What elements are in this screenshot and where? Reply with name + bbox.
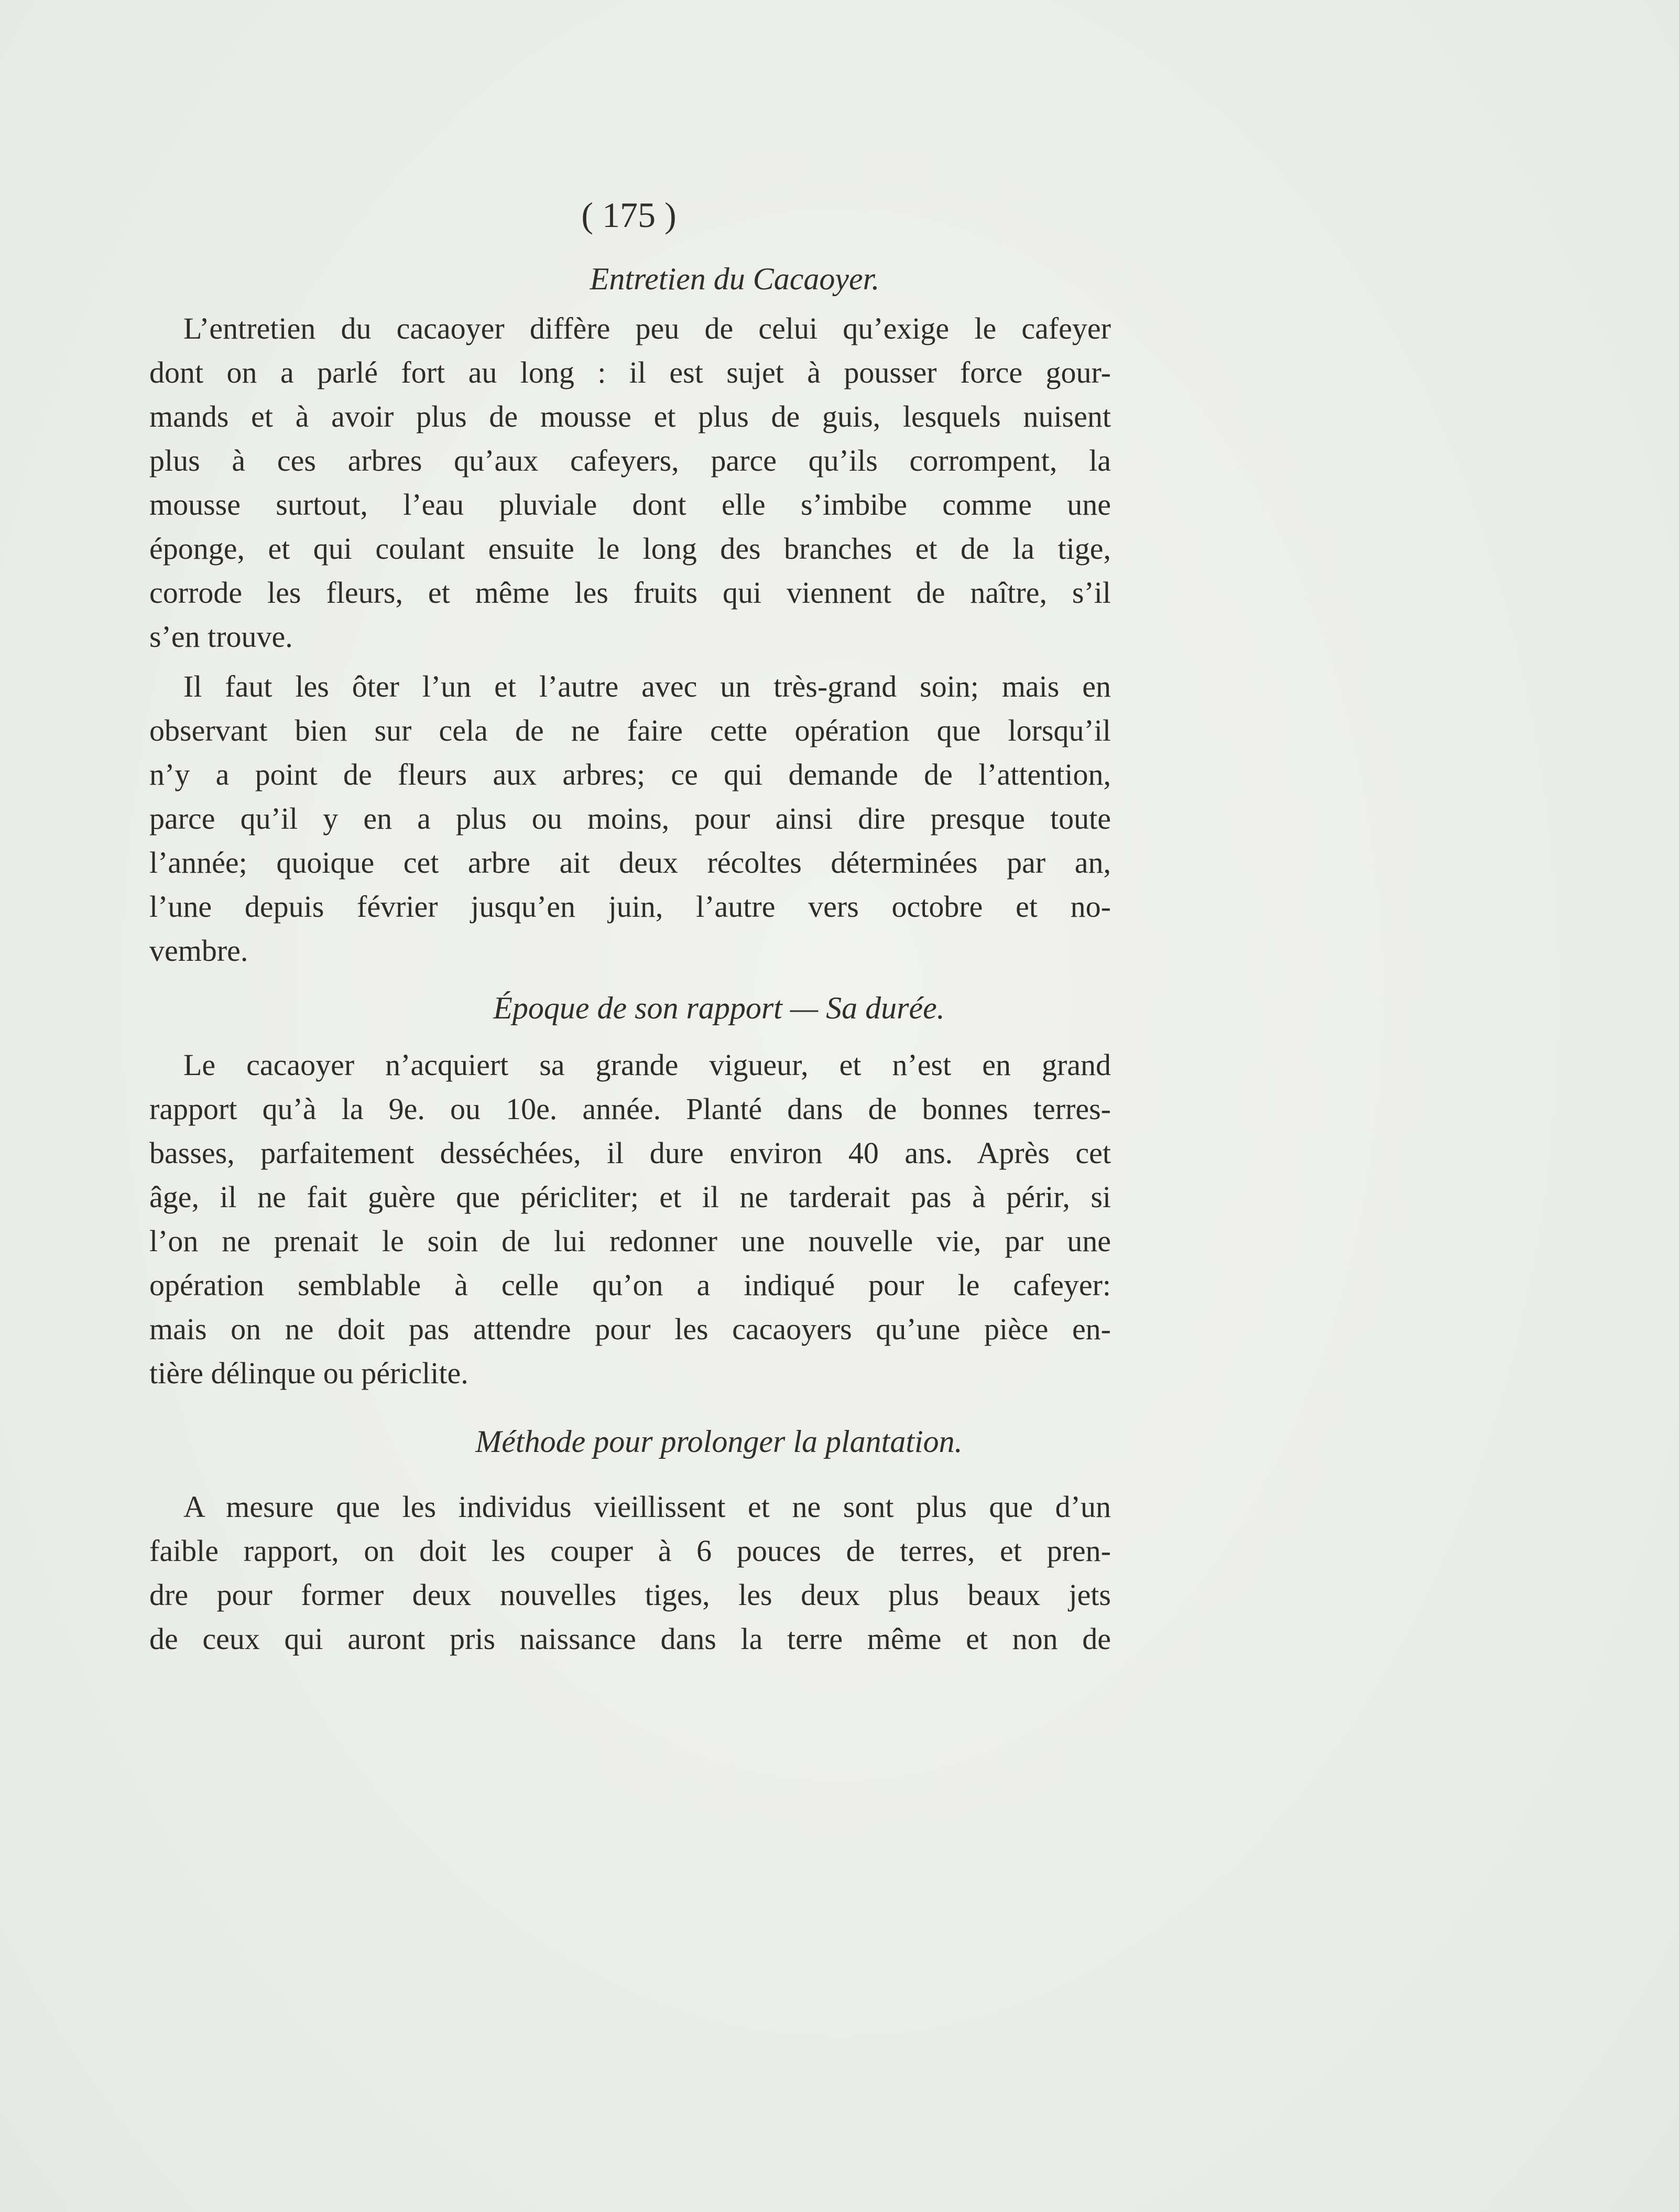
text-line: de ceux qui auront pris naissance dans la terre même et non de [149,1622,1111,1656]
text-line: l’année; quoique cet arbre ait deux récoltes déterminées par an, [149,845,1111,880]
text-line: Le cacaoyer n’acquiert sa grande vigueur, et n’est en grand [183,1048,1111,1082]
text-line: tière délinque ou périclite. [149,1356,468,1390]
text-line: dont on a parlé fort au long : il est sujet à pousser force gour- [149,355,1111,389]
text-line: A mesure que les individus vieillissent et ne sont plus que d’un [183,1490,1111,1524]
text-line: dre pour former deux nouvelles tiges, les deux plus beaux jets [149,1578,1111,1612]
text-line: âge, il ne fait guère que péricliter; et il ne tarderait pas à périr, si [149,1180,1111,1214]
text-line: faible rapport, on doit les couper à 6 pouces de terres, et pren- [149,1534,1111,1568]
text-line: mousse surtout, l’eau pluviale dont elle s’imbibe comme une [149,487,1111,522]
text-line: basses, parfaitement desséchées, il dure environ 40 ans. Après cet [149,1136,1111,1170]
text-line: Il faut les ôter l’un et l’autre avec un très-grand soin; mais en [183,669,1111,703]
text-line: L’entretien du cacaoyer diffère peu de celui qu’exige le cafeyer [183,311,1111,345]
section-heading-entretien: Entretien du Cacaoyer. [590,262,880,296]
text-line: vembre. [149,934,248,968]
text-line: parce qu’il y en a plus ou moins, pour ainsi dire presque toute [149,801,1111,836]
section-heading-methode: Méthode pour prolonger la plantation. [475,1424,963,1459]
text-line: observant bien sur cela de ne faire cette opération que lorsqu’il [149,713,1111,747]
text-line: corrode les fleurs, et même les fruits qui viennent de naître, s’il [149,576,1111,610]
text-line: l’on ne prenait le soin de lui redonner une nouvelle vie, par une [149,1224,1111,1258]
text-line: s’en trouve. [149,620,293,654]
text-line: l’une depuis février jusqu’en juin, l’autre vers octobre et no- [149,890,1111,924]
page-number: ( 175 ) [581,195,677,235]
text-line: éponge, et qui coulant ensuite le long des branches et de la tige, [149,532,1111,566]
text-line: mands et à avoir plus de mousse et plus de guis, lesquels nuisent [149,399,1111,433]
text-line: n’y a point de fleurs aux arbres; ce qui demande de l’attention, [149,757,1111,791]
section-heading-epoque: Époque de son rapport — Sa durée. [493,991,945,1025]
text-line: opération semblable à celle qu’on a indiqué pour le cafeyer: [149,1268,1111,1302]
text-line: mais on ne doit pas attendre pour les cacaoyers qu’une pièce en- [149,1312,1111,1346]
text-line: rapport qu’à la 9e. ou 10e. année. Planté dans de bonnes terres- [149,1092,1111,1126]
text-line: plus à ces arbres qu’aux cafeyers, parce qu’ils corrompent, la [149,443,1111,478]
